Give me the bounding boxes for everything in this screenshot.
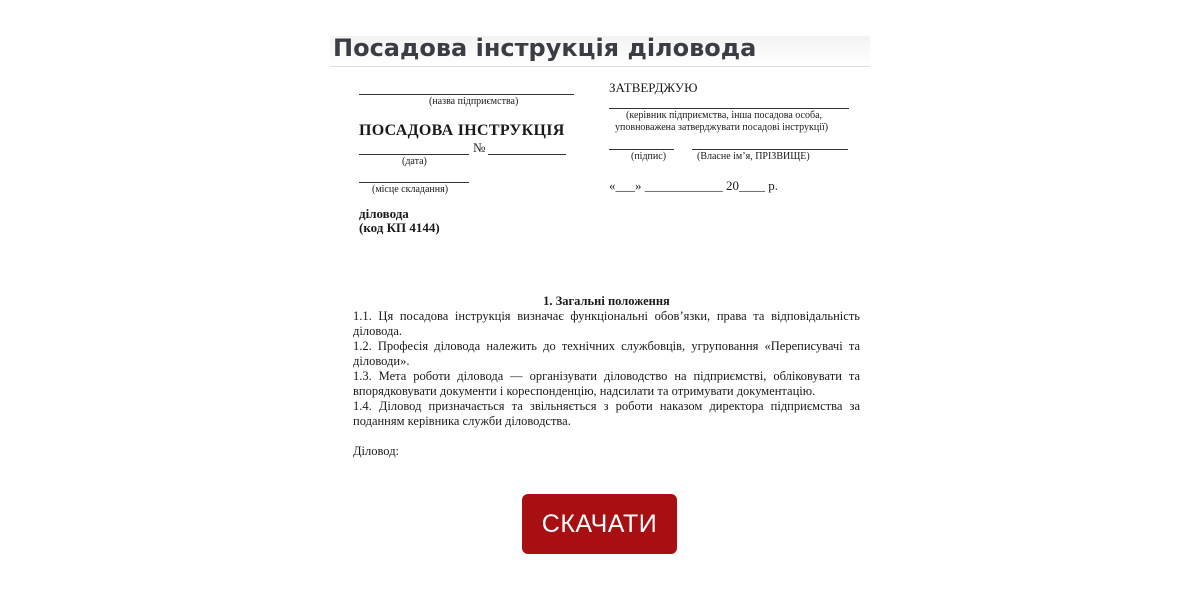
date-caption: (дата) — [402, 156, 427, 167]
enterprise-caption: (назва підприємства) — [429, 96, 519, 107]
paragraph-1-1: 1.1. Ця посадова інструкція визначає функціональні обов’язки, права та відповідальність діловода. — [353, 309, 860, 338]
signature-caption: (підпис) — [631, 151, 667, 162]
position-name: діловода — [359, 206, 409, 221]
date-line — [359, 154, 469, 155]
place-caption: (місце складання) — [372, 184, 449, 195]
number-sign: № — [473, 140, 486, 155]
approval-date-line: «___» ____________ 20____ р. — [609, 178, 778, 193]
name-caption: (Власне ім’я, ПРІЗВИЩЕ) — [697, 151, 810, 162]
doc-type-heading: ПОСАДОВА ІНСТРУКЦІЯ — [359, 122, 565, 139]
download-button[interactable]: СКАЧАТИ — [522, 494, 677, 554]
position-code: (код КП 4144) — [359, 220, 440, 235]
head-line — [609, 108, 849, 109]
general-provisions-section — [353, 294, 860, 429]
paragraph-1-3: 1.3. Мета роботи діловода — організувати діловодство на підприємстві, обліковувати та впорядковувати документи і кореспонденцію, надсилати та отримувати документацію. — [353, 369, 860, 398]
page-title: Посадова інструкція діловода — [333, 34, 757, 62]
signer-label: Діловод: — [353, 444, 400, 458]
enterprise-line — [359, 94, 574, 95]
head-caption-2: уповноважена затверджувати посадові інструкції) — [615, 122, 829, 133]
section-title: 1. Загальні положення — [543, 294, 670, 308]
place-line — [359, 182, 469, 183]
signature-line — [609, 149, 674, 150]
head-caption-1: (керівник підприємства, інша посадова особа, — [626, 110, 823, 121]
number-line — [488, 154, 566, 155]
name-line — [692, 149, 848, 150]
paragraph-1-4: 1.4. Діловод призначається та звільняється з роботи наказом директора підприємства за поданням керівника служби діловодства. — [353, 399, 860, 428]
paragraph-1-2: 1.2. Професія діловода належить до технічних службовців, угруповання «Переписувачі та діловоди». — [353, 339, 860, 368]
approve-label: ЗАТВЕРДЖУЮ — [609, 80, 698, 95]
